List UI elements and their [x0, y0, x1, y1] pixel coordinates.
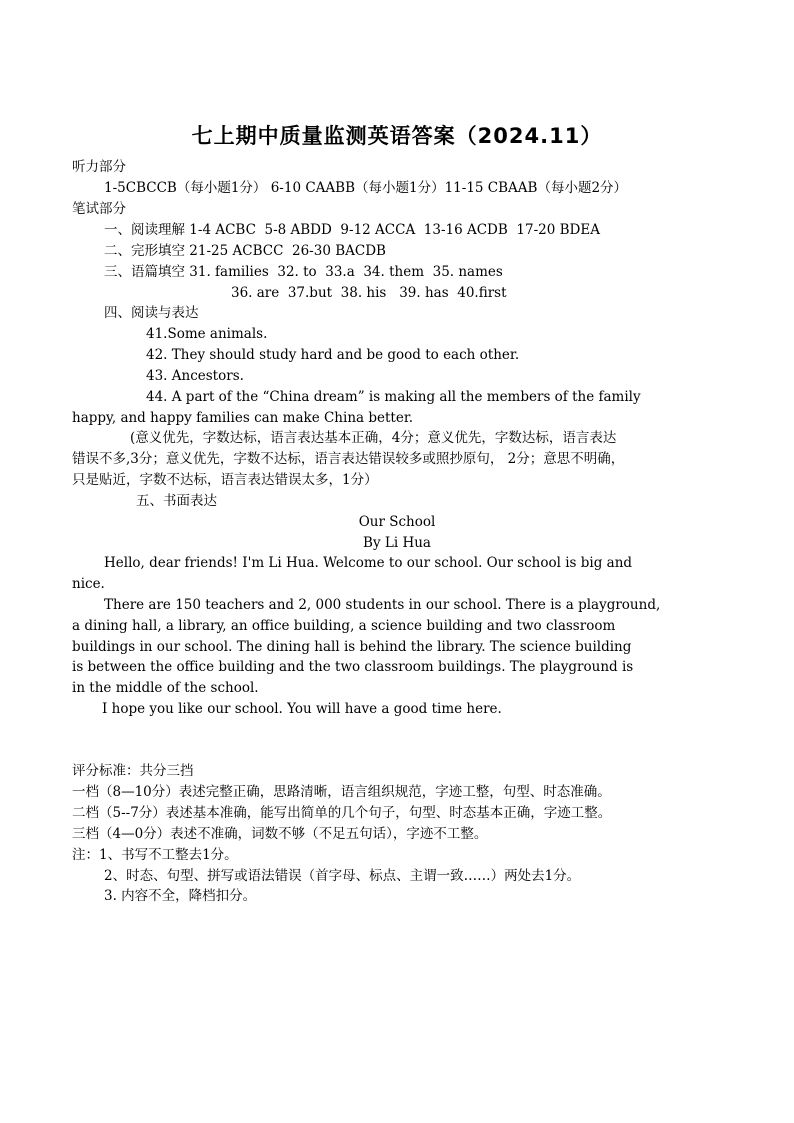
- answer-44-line1: 44. A part of the “China dream” is making all the members of the family: [146, 389, 641, 405]
- scoring-level1: 一档（8—10分）表述完整正确，思路清晰，语言组织规范，字迹工整，句型、时态准确。: [72, 784, 611, 800]
- essay-p1-line2: nice.: [72, 576, 105, 592]
- criteria-line2: 错误不多,3分；意义优先，字数不达标，语言表达错误较多或照抄原句， 2分；意思不明确，: [72, 451, 625, 467]
- page-title: 七上期中质量监测英语答案（2024.11）: [191, 124, 603, 148]
- essay-author: By Li Hua: [363, 535, 431, 551]
- listening-answers: 1-5CBCCB（每小题1分） 6-10 CAABB（每小题1分）11-15 CBAAB（每小题2分）: [104, 180, 628, 196]
- reading-answers: 一、阅读理解 1-4 ACBC 5-8 ABDD 9-12 ACCA 13-16 ACDB 17-20 BDEA: [104, 222, 600, 238]
- scoring-note2: 2、时态、句型、拼写或语法错误（首字母、标点、主谓一致……）两处去1分。: [104, 868, 581, 884]
- reading-expression-heading: 四、阅读与表达: [104, 305, 199, 321]
- scoring-level2: 二档（5--7分）表述基本准确，能写出简单的几个句子，句型、时态基本正确，字迹工整。: [72, 805, 612, 821]
- essay-p2-line1: There are 150 teachers and 2, 000 students in our school. There is a playground,: [104, 597, 661, 613]
- essay-p2-line3: buildings in our school. The dining hall is behind the library. The science building: [72, 639, 632, 655]
- essay-p2-line5: in the middle of the school.: [72, 680, 259, 696]
- scoring-note1: 注：1、书写不工整去1分。: [72, 847, 238, 863]
- scoring-note3: 3. 内容不全，降档扣分。: [104, 888, 257, 904]
- answer-43: 43. Ancestors.: [146, 368, 244, 384]
- answer-42: 42. They should study hard and be good to each other.: [146, 347, 520, 363]
- passage-fill-answers-2: 36. are 37.but 38. his 39. has 40.first: [231, 285, 507, 301]
- criteria-line3: 只是贴近，字数不达标，语言表达错误太多，1分）: [72, 472, 378, 488]
- listening-heading: 听力部分: [72, 159, 126, 175]
- writing-heading: 五、书面表达: [136, 493, 217, 509]
- written-heading: 笔试部分: [72, 201, 126, 217]
- essay-p2-line2: a dining hall, a library, an office building, a science building and two classroom: [72, 618, 616, 634]
- answer-41: 41.Some animals.: [146, 326, 268, 342]
- passage-fill-answers-1: 三、语篇填空 31. families 32. to 33.a 34. them 35. names: [104, 264, 503, 280]
- essay-title: Our School: [358, 514, 436, 530]
- answer-44-line2: happy, and happy families can make China better.: [72, 410, 414, 426]
- scoring-heading: 评分标准：共分三挡: [72, 763, 194, 779]
- essay-p3-line1: I hope you like our school. You will have a good time here.: [102, 701, 502, 717]
- criteria-line1: (意义优先，字数达标，语言表达基本正确，4分；意义优先，字数达标，语言表达: [130, 430, 617, 446]
- essay-p2-line4: is between the office building and the two classroom buildings. The playground is: [72, 659, 634, 675]
- cloze-answers: 二、完形填空 21-25 ACBCC 26-30 BACDB: [104, 243, 386, 259]
- scoring-level3: 三档（4—0分）表述不准确，词数不够（不足五句话），字迹不工整。: [72, 826, 488, 842]
- essay-p1-line1: Hello, dear friends! I'm Li Hua. Welcome to our school. Our school is big and: [104, 555, 633, 571]
